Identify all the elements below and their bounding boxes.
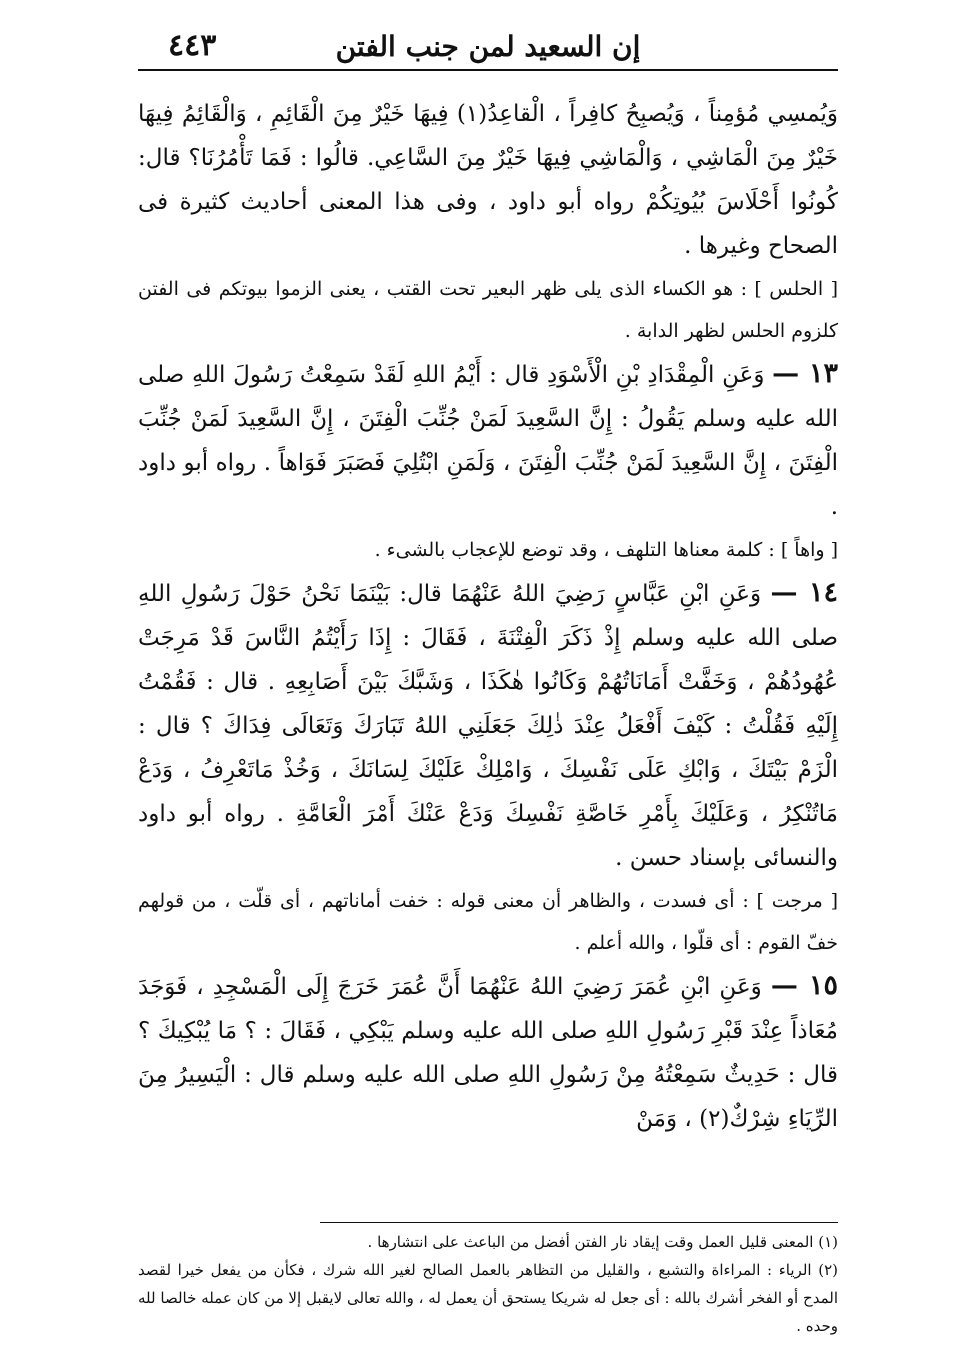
hadith-12-continuation: وَيُمسِي مُؤمِناً ، وَيُصبِحُ كافِراً ، الْقاعِدُ(١) فِيهَا خَيْرٌ مِنَ الْقَائِمِ ، وَالْقَائِمُ فِيهَا خَيْرٌ مِنَ الْمَاشِي ، وَالْمَاشِي فِيهَا خَيْرٌ مِنَ السَّاعِي. قالُوا : فَمَا تَأْمُرُنَا؟ قال: كُونُوا أَحْلَاسَ بُيُوتِكُمْ رواه أبو داود ، وفى هذا المعنى أحاديث كثيرة فى الصحاح وغيرها . <box>138 101 838 259</box>
page-number: ٤٤٣ <box>168 28 217 63</box>
hadith-13-number: ١٣ — <box>772 358 839 389</box>
header-rule <box>138 69 838 71</box>
commentary-waha: [ واهاً ] : كلمة معناها التلهف ، وقد توضع للإعجاب بالشىء . <box>374 539 838 561</box>
commentary-marijat: [ مرجت ] : أى فسدت ، والظاهر أن معنى قوله : خفت أماناتهم ، أى قلّت ، من قولهم خفّ القوم : أى قلّوا ، والله أعلم . <box>138 890 838 954</box>
hadith-15-number: ١٥ — <box>770 970 839 1001</box>
hadith-15-text: وَعَنِ ابْنِ عُمَرَ رَضِيَ اللهُ عَنْهُمَا أَنَّ عُمَرَ خَرَجَ إِلَى الْمَسْجِدِ ، فَوَجَدَ مُعَاذاً عِنْدَ قَبْرِ رَسُولِ اللهِ صلى الله عليه وسلم يَبْكِي ، فَقَالَ : ؟ مَا يُبْكِيكَ ؟ قال : حَدِيثٌ سَمِعْتُهُ مِنْ رَسُولِ اللهِ صلى الله عليه وسلم قال : الْيَسِيرُ مِنَ الرِّيَاءِ شِرْكٌ(٢) ، وَمَنْ <box>138 974 838 1132</box>
running-title: إن السعيد لمن جنب الفتن <box>335 30 641 63</box>
commentary-hils: [ الحلس ] : هو الكساء الذى يلى ظهر البعير تحت القتب ، يعنى الزموا بيوتكم فى الفتن كلزوم الحلس لظهر الدابة . <box>138 278 838 342</box>
page-header <box>138 22 838 68</box>
hadith-14-number: ١٤ — <box>770 577 838 608</box>
main-text <box>138 92 838 1141</box>
hadith-14-text: وَعَنِ ابْنِ عَبَّاسٍ رَضِيَ اللهُ عَنْهُمَا قال: بَيْنَمَا نَحْنُ حَوْلَ رَسُولِ اللهِ صلى الله عليه وسلم إِذْ ذَكَرَ الْفِتْنَةَ ، فَقَالَ : إِذَا رَأَيْتُمُ النَّاسَ قَدْ مَرِجَتْ عُهُودُهُمْ ، وَخَفَّتْ أَمَانَاتُهُمْ وَكَانُوا هٰكَذَا ، وَشَبَّكَ بَيْنَ أَصَابِعِهِ . قال : فَقُمْتُ إِلَيْهِ فَقُلْتُ : كَيْفَ أَفْعَلُ عِنْدَ ذٰلِكَ جَعَلَنِي اللهُ تَبَارَكَ وَتَعَالَى فِدَاكَ ؟ قال : الْزَمْ بَيْتَكَ ، وَابْكِ عَلَى نَفْسِكَ ، وَامْلِكْ عَلَيْكَ لِسَانَكَ ، وَخُذْ مَاتَعْرِفُ ، وَدَعْ مَاتُنْكِرُ ، وَعَلَيْكَ بِأَمْرِ خَاصَّةِ نَفْسِكَ وَدَعْ عَنْكَ أَمْرَ الْعَامَّةِ . رواه أبو داود والنسائى بإسناد حسن . <box>138 581 838 871</box>
hadith-14 <box>138 571 838 880</box>
footnote-2: (٢) الرياء : المراءاة والتشبع ، والقليل من التظاهر بالعمل الصالح لغير الله شرك ، فكأن من يفعل خيرا لقصد المدح أو الفخر أشرك بالله : أى جعل له شريكا يستحق أن يعمل له ، والله تعالى لايقبل إلا من كان عمله خالصا لله وحده . <box>138 1261 838 1335</box>
footnote-1: (١) المعنى قليل العمل وقت إيقاد نار الفتن أفضل من الباعث على انتشارها . <box>367 1233 838 1251</box>
footnotes <box>138 1228 838 1340</box>
footnote-rule <box>320 1222 838 1223</box>
hadith-13-text: وَعَنِ الْمِقْدَادِ بْنِ الْأَسْوَدِ قال : أَيْمُ اللهِ لَقَدْ سَمِعْتُ رَسُولَ اللهِ صلى الله عليه وسلم يَقُولُ : إِنَّ السَّعِيدَ لَمَنْ جُنِّبَ الْفِتَنَ ، إِنَّ السَّعِيدَ لَمَنْ جُنِّبَ الْفِتَنَ ، إِنَّ السَّعِيدَ لَمَنْ جُنِّبَ الْفِتَنَ ، وَلَمَنِ ابْتُلِيَ فَصَبَرَ فَوَاهاً . رواه أبو داود . <box>138 362 838 520</box>
hadith-15 <box>138 964 838 1141</box>
hadith-13 <box>138 352 838 529</box>
